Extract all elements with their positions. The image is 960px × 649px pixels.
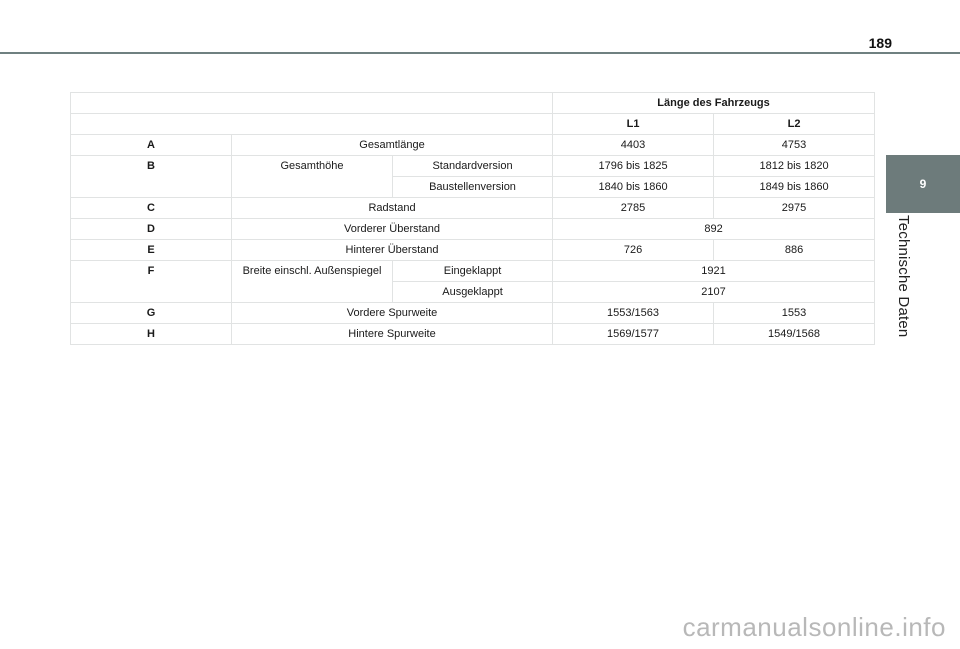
table-row-d	[71, 219, 875, 240]
row-sublabel: Eingeklappt	[393, 261, 553, 282]
row-value-merged: 1921	[553, 261, 875, 282]
row-label: Hinterer Überstand	[232, 240, 553, 261]
row-code: B	[71, 156, 232, 198]
row-value-l2: 1549/1568	[714, 324, 875, 345]
row-value-merged: 892	[553, 219, 875, 240]
row-label: Vordere Spurweite	[232, 303, 553, 324]
page-number: 189	[868, 35, 892, 51]
header-empty-cell	[71, 93, 553, 114]
row-value-l1: 1569/1577	[553, 324, 714, 345]
chapter-number: 9	[919, 177, 927, 191]
row-label: Hintere Spurweite	[232, 324, 553, 345]
header-rule	[0, 52, 960, 54]
watermark: carmanualsonline.info	[682, 612, 946, 642]
row-value-l1: 2785	[553, 198, 714, 219]
row-value-l2: 1553	[714, 303, 875, 324]
row-value-l2: 2975	[714, 198, 875, 219]
row-code: F	[71, 261, 232, 303]
chapter-tab[interactable]	[886, 155, 960, 213]
row-sublabel: Standardversion	[393, 156, 553, 177]
row-code: D	[71, 219, 232, 240]
row-code: C	[71, 198, 232, 219]
row-label: Breite einschl. Außenspiegel	[232, 261, 393, 303]
table-header-row	[71, 93, 875, 114]
table-subheader-row	[71, 114, 875, 135]
row-value-l2: 886	[714, 240, 875, 261]
row-code: E	[71, 240, 232, 261]
row-label: Vorderer Überstand	[232, 219, 553, 240]
row-value-l1: 726	[553, 240, 714, 261]
row-label: Gesamtlänge	[232, 135, 553, 156]
header-l2: L2	[714, 114, 875, 135]
subheader-empty-cell	[71, 114, 553, 135]
row-label: Gesamthöhe	[232, 156, 393, 198]
header-group-cell: Länge des Fahrzeugs	[553, 93, 875, 114]
row-value-l1: 4403	[553, 135, 714, 156]
row-code: H	[71, 324, 232, 345]
table-row-h	[71, 324, 875, 345]
table-row-e	[71, 240, 875, 261]
row-value-l1: 1796 bis 1825	[553, 156, 714, 177]
table-row-b1	[71, 156, 875, 177]
table-row-a	[71, 135, 875, 156]
row-value-merged: 2107	[553, 282, 875, 303]
table-row-f1	[71, 261, 875, 282]
row-value-l1: 1840 bis 1860	[553, 177, 714, 198]
row-value-l1: 1553/1563	[553, 303, 714, 324]
chapter-title: Technische Daten	[895, 215, 912, 338]
row-sublabel: Baustellenversion	[393, 177, 553, 198]
row-code: A	[71, 135, 232, 156]
row-label: Radstand	[232, 198, 553, 219]
row-code: G	[71, 303, 232, 324]
row-value-l2: 4753	[714, 135, 875, 156]
table-row-g	[71, 303, 875, 324]
dimensions-table	[70, 92, 875, 345]
row-value-l2: 1812 bis 1820	[714, 156, 875, 177]
row-sublabel: Ausgeklappt	[393, 282, 553, 303]
row-value-l2: 1849 bis 1860	[714, 177, 875, 198]
header-l1: L1	[553, 114, 714, 135]
table-row-c	[71, 198, 875, 219]
